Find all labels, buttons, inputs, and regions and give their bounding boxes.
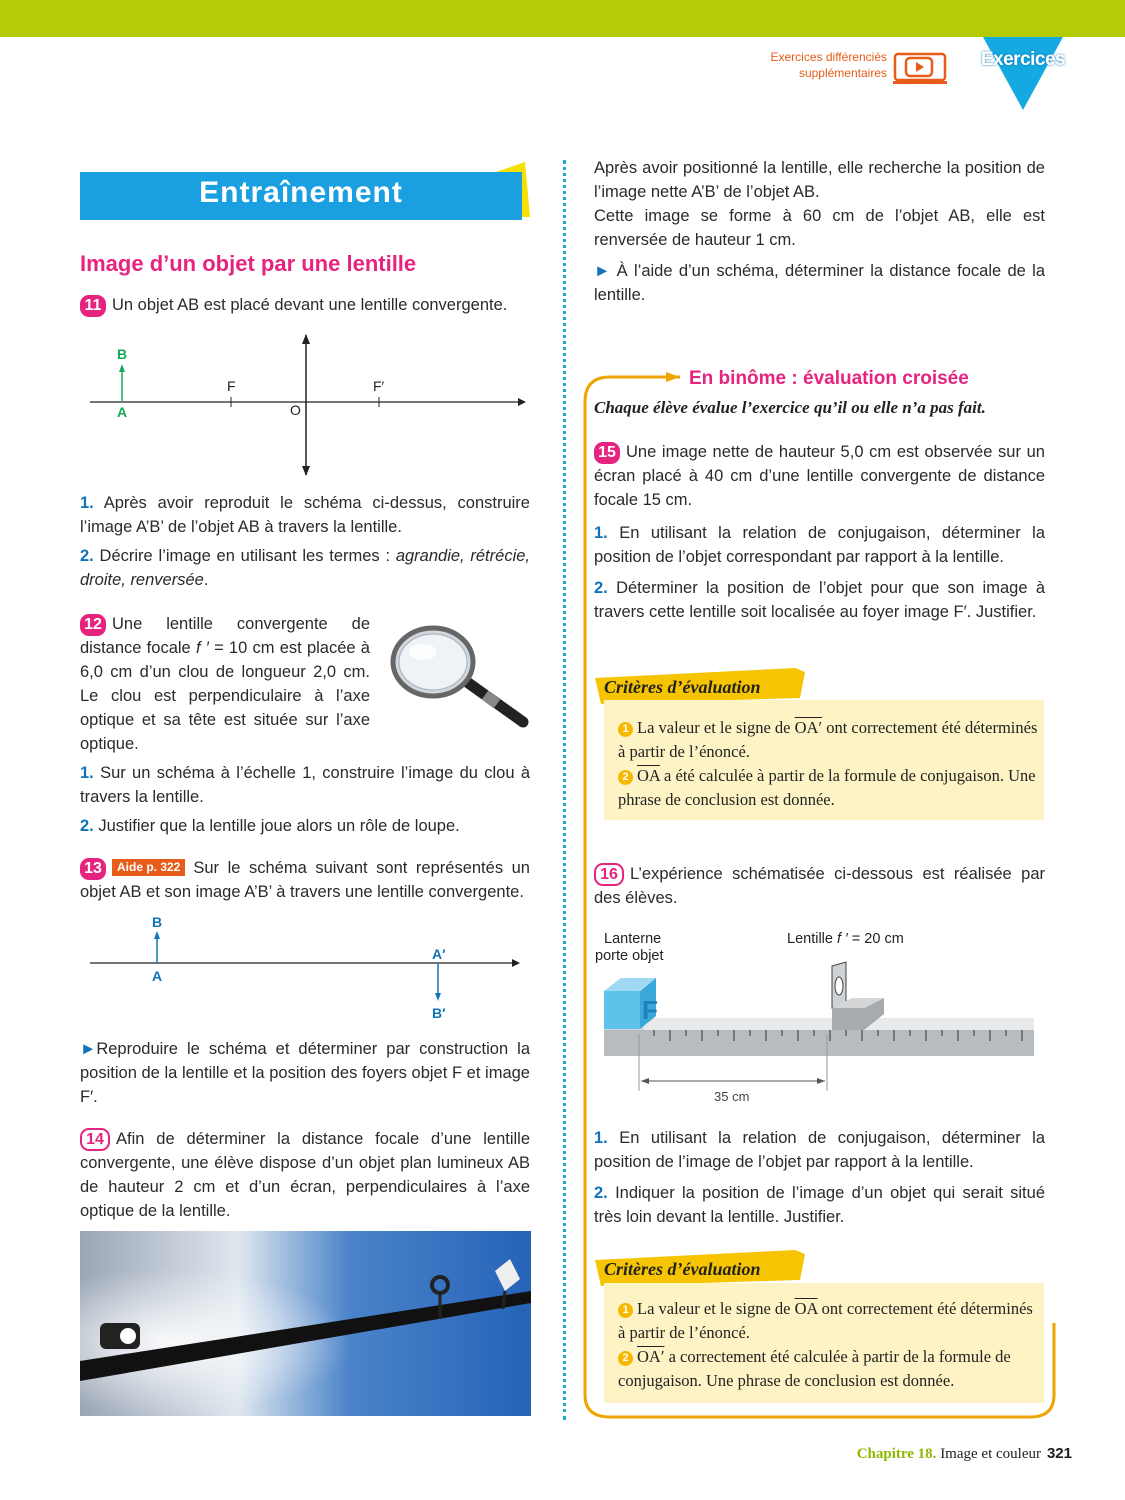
exercise-16-q1 xyxy=(594,1126,1045,1174)
exercise-13-task xyxy=(80,1037,530,1109)
triangle-bullet-icon: ► xyxy=(594,262,611,280)
exercise-11-intro xyxy=(80,293,540,317)
video-play-icon[interactable] xyxy=(892,52,948,86)
exercise-13-intro xyxy=(80,856,530,904)
criterion-var: $\overline{OA}$ xyxy=(637,766,660,785)
optical-bench-diagram-16 xyxy=(594,926,1046,1110)
criterion-number: 1 xyxy=(618,722,633,737)
exercise-11-q1 xyxy=(80,491,530,539)
exercise-16-q2 xyxy=(594,1181,1045,1229)
criterion-var: $\overline{OA}$ xyxy=(794,1299,818,1318)
lens-label-b: = 20 cm xyxy=(847,931,904,947)
magnifying-glass-image xyxy=(385,622,533,732)
lantern-label-2: porte objet xyxy=(595,948,664,964)
criterion-text-b: ont correctement été déterminés à partir de l’énoncé. xyxy=(618,1299,1033,1342)
criterion-text-b: ont correctement été déterminés à partir de l’énoncé. xyxy=(618,718,1038,761)
task-text: Reproduire le schéma et déterminer par construction la position de la lentille et la position des foyers objet F et image F′. xyxy=(80,1040,530,1106)
exercise-12-q1 xyxy=(80,761,530,809)
criteria-title-16: Critères d’évaluation xyxy=(604,1259,761,1279)
q-number: 1. xyxy=(594,1129,608,1147)
criterion-2 xyxy=(618,1345,1038,1392)
ex14-text: Afin de déterminer la distance focale d’une lentille convergente, une élève dispose d’un objet plan lumineux AB de hauteur 2 cm et d’un écran, perpendiculaires à l’axe optique de la lentille. xyxy=(80,1130,530,1220)
exercise-15-q2 xyxy=(594,576,1045,624)
q-number: 2. xyxy=(594,1184,608,1202)
focal-F-label: F xyxy=(227,378,236,394)
section-title: Image d’un objet par une lentille xyxy=(80,251,417,276)
exercise-number-14: 14 xyxy=(80,1128,110,1151)
exercise-14-cont xyxy=(594,156,1045,252)
q-text: Décrire l’image en utilisant les termes : xyxy=(99,547,396,565)
exercise-16-intro xyxy=(594,862,1045,910)
q-number: 2. xyxy=(594,579,608,597)
q-text: Déterminer la position de l’objet pour que son image à travers cette lentille soit localisée au foyer image F′. Justifier. xyxy=(594,579,1045,621)
q-number: 1. xyxy=(80,764,94,782)
criteria-box-16 xyxy=(604,1283,1044,1403)
exercise-number-12: 12 xyxy=(80,614,106,636)
criterion-text: a été calculée à partir de la formule de conjugaison. Une phrase de conclusion est donnée. xyxy=(618,766,1036,809)
q-terms: agrandie, rétrécie, droite, renversée xyxy=(80,547,530,589)
exercise-15-intro xyxy=(594,440,1045,512)
binome-subtitle: Chaque élève évalue l’exercice qu’il ou elle n’a pas fait. xyxy=(594,398,986,417)
banner-title: Entraînement xyxy=(199,176,403,209)
exercise-number-13: 13 xyxy=(80,858,106,880)
center-O-label: O xyxy=(290,402,301,418)
focal-Fp-label: F′ xyxy=(373,378,385,394)
criterion-text: La valeur et le signe de xyxy=(637,718,795,737)
exercise-14-intro xyxy=(80,1127,530,1223)
q-number: 1. xyxy=(80,494,94,512)
lantern-label-1: Lanterne xyxy=(604,931,662,947)
criterion-var: OA′ xyxy=(794,718,823,737)
lens-diagram-11 xyxy=(80,330,530,485)
distance-label: 35 cm xyxy=(714,1089,750,1104)
exercise-12-intro xyxy=(80,612,370,756)
q-text: Sur un schéma à l’échelle 1, construire l’image du clou à travers la lentille. xyxy=(80,764,530,806)
binome-title: En binôme : évaluation croisée xyxy=(689,368,969,389)
lens-label xyxy=(787,931,904,947)
lens-label-f: f ′ xyxy=(836,931,848,947)
q-text: En utilisant la relation de conjugaison, déterminer la position de l’objet correspondant par rapport à la lentille. xyxy=(594,524,1045,566)
exercise-14-task xyxy=(594,259,1045,307)
q-text: Justifier que la lentille joue alors un rôle de loupe. xyxy=(98,817,460,835)
q-number: 2. xyxy=(80,547,94,565)
exercise-11-text: Un objet AB est placé devant une lentille convergente. xyxy=(112,296,508,314)
exercises-tab-label: Exercices xyxy=(980,49,1066,70)
chapter-title: Image et couleur xyxy=(940,1446,1041,1462)
ex14-cont-2: Cette image se forme à 60 cm de l’objet AB, elle est renversée de hauteur 1 cm. xyxy=(594,207,1045,249)
image-diagram-13 xyxy=(80,908,530,1026)
point-Ap-label: A′ xyxy=(432,946,446,962)
point-B-label: B xyxy=(152,914,163,930)
exercise-number-15: 15 xyxy=(594,442,620,464)
column-divider xyxy=(563,160,566,1420)
exercise-number-11: 11 xyxy=(80,295,106,317)
criterion-2 xyxy=(618,764,1038,811)
q-number: 1. xyxy=(594,524,608,542)
criteria-title-15: Critères d’évaluation xyxy=(604,677,761,697)
exercise-12-q2 xyxy=(80,814,530,838)
help-badge[interactable]: Aide p. 322 xyxy=(112,859,185,876)
ex15-text: Une image nette de hauteur 5,0 cm est observée sur un écran placé à 40 cm d’une lentille convergente de distance focale 15 cm. xyxy=(594,443,1045,509)
criterion-var: OA′ xyxy=(637,1347,665,1366)
optical-bench-photo xyxy=(80,1231,531,1416)
ex12-focal-symbol: f ′ xyxy=(195,639,209,657)
extra-exercises-link[interactable]: Exercices différenciés supplémentaires xyxy=(770,50,887,80)
criterion-text: La valeur et le signe de xyxy=(637,1299,795,1318)
q-text: En utilisant la relation de conjugaison, déterminer la position de l’image de l’objet par rapport à la lentille. xyxy=(594,1129,1045,1171)
point-Bp-label: B′ xyxy=(432,1005,446,1021)
ex13-text: Sur le schéma suivant sont représentés un objet AB et son image A’B’ à travers une lentille convergente. xyxy=(80,859,530,901)
criterion-number: 2 xyxy=(618,770,633,785)
criterion-text: a correctement été calculée à partir de la formule de conjugaison. Une phrase de conclusion est donnée. xyxy=(618,1347,1011,1390)
q-text: Après avoir reproduit le schéma ci-dessus, construire l’image A’B’ de l’objet AB à travers la lentille. xyxy=(80,494,530,536)
point-B-label: B xyxy=(117,346,128,362)
ex12-text-a: Une lentille convergente de distance focale xyxy=(80,615,370,657)
object-letter: F xyxy=(642,995,658,1025)
top-color-bar xyxy=(0,0,1125,37)
exercise-11-q2 xyxy=(80,544,530,592)
ex14-cont-1: Après avoir positionné la lentille, elle recherche la position de l’image nette A’B’ de l’objet AB. xyxy=(594,159,1045,201)
exercise-number-16: 16 xyxy=(594,863,624,886)
task-text: À l’aide d’un schéma, déterminer la distance focale de la lentille. xyxy=(594,262,1046,304)
criterion-number: 1 xyxy=(618,1303,633,1318)
criterion-1 xyxy=(618,716,1038,763)
chapter-label: Chapitre 18. xyxy=(856,1446,937,1462)
q-text: Indiquer la position de l’image d’un objet qui serait situé très loin devant la lentille. Justifier. xyxy=(594,1184,1045,1226)
point-A-label: A xyxy=(152,968,163,984)
point-A-label: A xyxy=(117,404,128,420)
criteria-box-15 xyxy=(604,700,1044,820)
ex12-text-b: = 10 cm est placée à 6,0 cm d’un clou de longueur 2,0 cm. Le clou est perpendiculaire à l’axe optique et sa tête est située sur l’axe optique. xyxy=(80,639,370,753)
q-number: 2. xyxy=(80,817,94,835)
q-text-end: . xyxy=(203,571,209,589)
lens-label-a: Lentille xyxy=(787,931,837,947)
ex16-text: L’expérience schématisée ci-dessous est réalisée par des élèves. xyxy=(594,865,1045,907)
exercise-15-q1 xyxy=(594,521,1045,569)
criterion-1 xyxy=(618,1297,1038,1344)
page-footer xyxy=(760,1445,1072,1463)
page-number: 321 xyxy=(1046,1445,1072,1462)
criterion-number: 2 xyxy=(618,1351,633,1366)
triangle-bullet-icon: ► xyxy=(80,1040,97,1058)
